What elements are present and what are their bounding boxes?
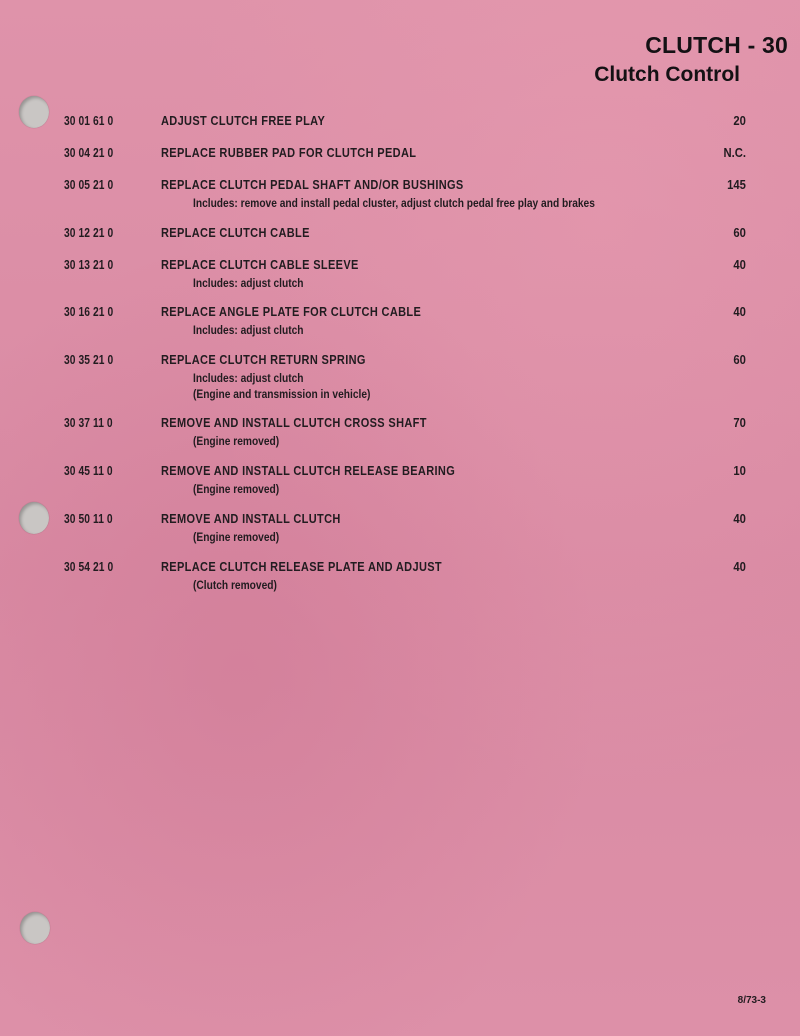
operation-note-line: (Engine removed) xyxy=(193,434,280,448)
operation-time: 60 xyxy=(733,226,746,240)
operation-description: REPLACE CLUTCH PEDAL SHAFT AND/OR BUSHINGS xyxy=(161,178,464,192)
operation-description: ADJUST CLUTCH FREE PLAY xyxy=(161,114,326,128)
operation-note-line: (Engine removed) xyxy=(193,530,280,544)
operation-notes xyxy=(193,275,304,291)
operation-description: REPLACE CLUTCH RELEASE PLATE AND ADJUST xyxy=(161,560,443,574)
operation-notes xyxy=(193,322,304,338)
operation-note-line: Includes: adjust clutch xyxy=(193,323,304,337)
operation-notes xyxy=(193,529,279,545)
operation-code: 30 16 21 0 xyxy=(64,305,114,319)
binder-hole-bottom xyxy=(20,912,50,944)
operation-code: 30 50 11 0 xyxy=(64,512,113,526)
section-title: CLUTCH - 30 xyxy=(645,32,788,58)
section-subtitle: Clutch Control xyxy=(594,63,740,86)
operation-notes xyxy=(193,433,279,449)
operation-time: 40 xyxy=(733,258,746,272)
binder-hole-top xyxy=(19,96,49,128)
operation-description: REPLACE CLUTCH CABLE SLEEVE xyxy=(161,258,359,272)
operation-note-line: (Engine and transmission in vehicle) xyxy=(193,387,371,401)
operation-code: 30 04 21 0 xyxy=(64,146,114,160)
operation-description: REMOVE AND INSTALL CLUTCH RELEASE BEARING xyxy=(161,464,456,478)
operation-time: 70 xyxy=(733,416,746,430)
operation-note-line: (Clutch removed) xyxy=(193,578,277,592)
operation-time: 60 xyxy=(733,353,746,367)
binder-hole-middle xyxy=(19,502,49,534)
operation-notes xyxy=(193,481,279,497)
operation-time: 40 xyxy=(733,512,746,526)
operation-time: 40 xyxy=(733,305,746,319)
operation-note-line: Includes: remove and install pedal cluster, adjust clutch pedal free play and brakes xyxy=(193,196,595,210)
operation-notes xyxy=(193,370,370,402)
operation-note-line: Includes: adjust clutch xyxy=(193,371,304,385)
operation-notes xyxy=(193,195,595,211)
operation-description: REMOVE AND INSTALL CLUTCH CROSS SHAFT xyxy=(161,416,427,430)
operation-code: 30 12 21 0 xyxy=(64,226,114,240)
operation-code: 30 37 11 0 xyxy=(64,416,113,430)
operation-description: REPLACE CLUTCH CABLE xyxy=(161,226,310,240)
operation-note-line: Includes: adjust clutch xyxy=(193,276,304,290)
page-header xyxy=(594,30,788,90)
operation-time: 10 xyxy=(733,464,746,478)
operation-description: REPLACE ANGLE PLATE FOR CLUTCH CABLE xyxy=(161,305,422,319)
operation-note-line: (Engine removed) xyxy=(193,482,280,496)
operation-code: 30 13 21 0 xyxy=(64,258,114,272)
operation-description: REPLACE CLUTCH RETURN SPRING xyxy=(161,353,366,367)
operation-code: 30 45 11 0 xyxy=(64,464,113,478)
operation-time: 145 xyxy=(727,178,746,192)
operation-code: 30 35 21 0 xyxy=(64,353,114,367)
operation-notes xyxy=(193,577,277,593)
operation-time: N.C. xyxy=(723,146,746,160)
page-code: 8/73-3 xyxy=(737,995,766,1006)
operation-description: REMOVE AND INSTALL CLUTCH xyxy=(161,512,341,526)
operation-code: 30 54 21 0 xyxy=(64,560,114,574)
operation-code: 30 05 21 0 xyxy=(64,178,114,192)
operation-description: REPLACE RUBBER PAD FOR CLUTCH PEDAL xyxy=(161,146,417,160)
operation-time: 20 xyxy=(733,114,746,128)
operation-time: 40 xyxy=(733,560,746,574)
operation-code: 30 01 61 0 xyxy=(64,114,114,128)
